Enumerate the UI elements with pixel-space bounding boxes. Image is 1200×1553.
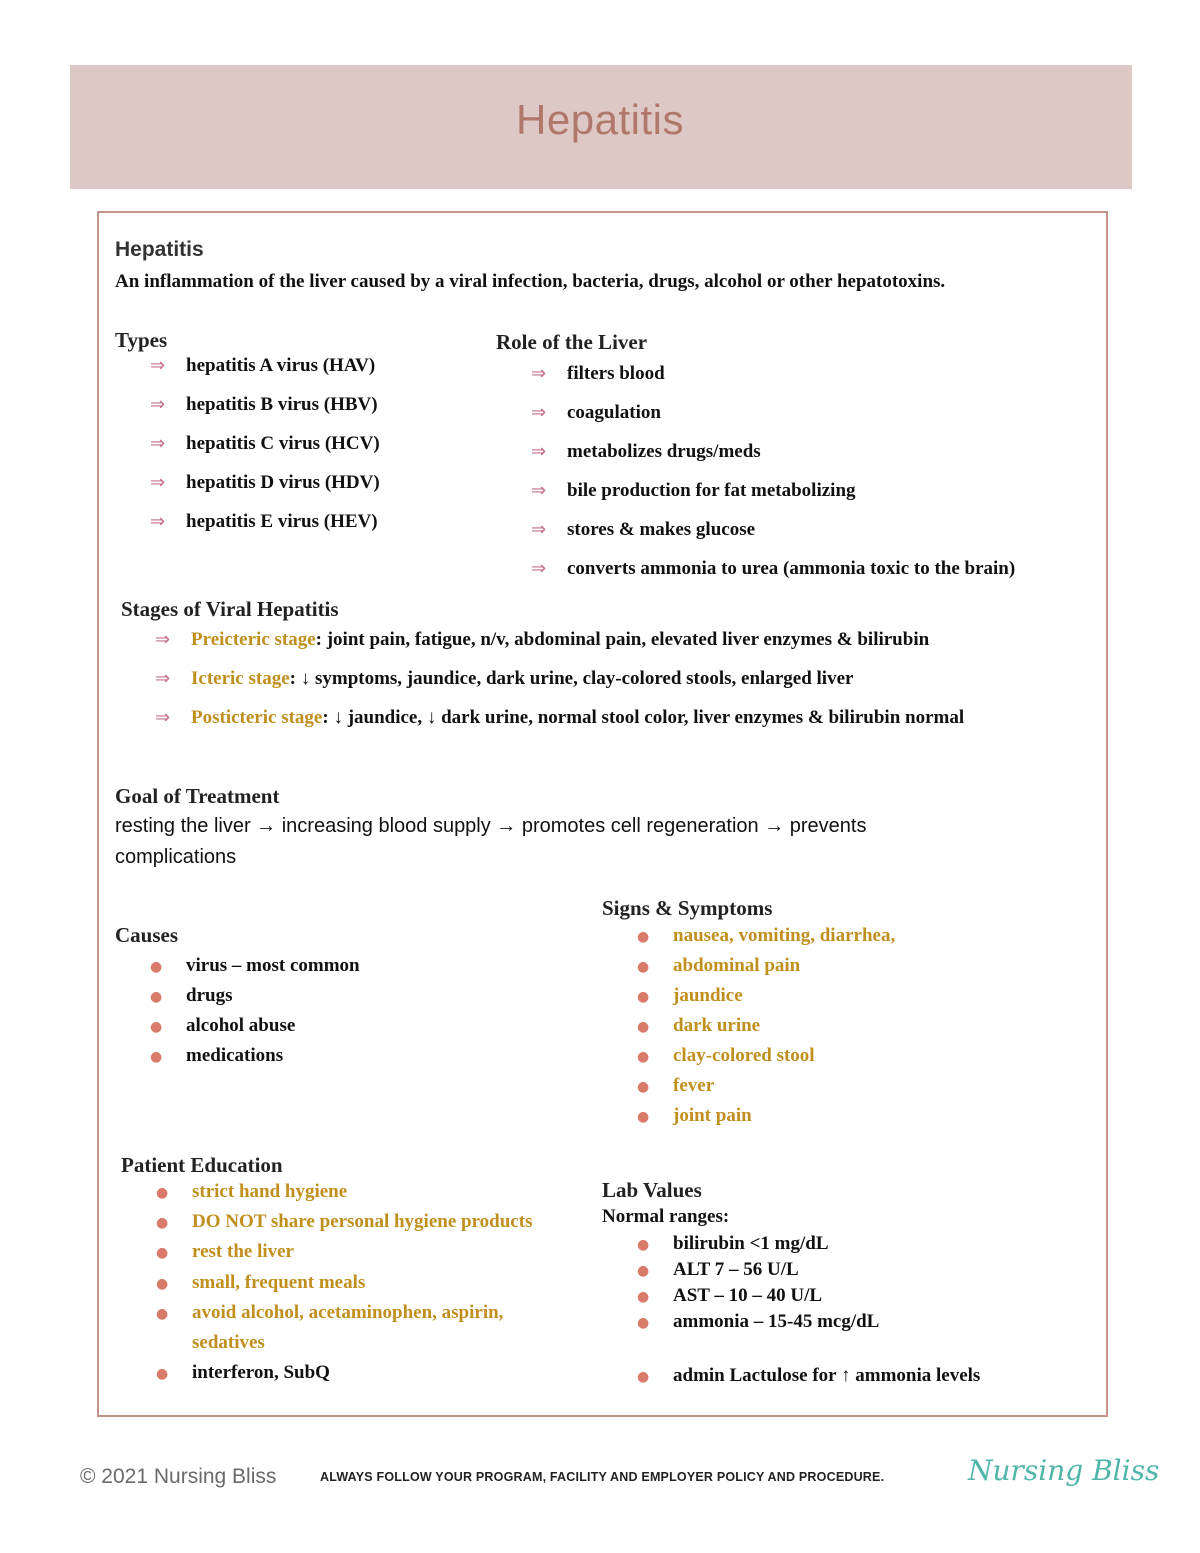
list-item: ● jaundice (637, 985, 743, 1006)
bullet-dot-icon: ● (637, 1315, 650, 1331)
list-item: ⇒ hepatitis C virus (HCV) (150, 433, 380, 454)
bullet-dot-icon: ● (150, 1049, 163, 1065)
types-heading: Types (115, 328, 168, 352)
list-item: ⇒ hepatitis E virus (HEV) (150, 511, 378, 532)
double-right-arrow-icon: ⇒ (531, 441, 547, 462)
list-item: ● ALT 7 – 56 U/L (637, 1259, 799, 1280)
signs-heading: Signs & Symptoms (602, 896, 773, 920)
list-item: ● AST – 10 – 40 U/L (637, 1285, 823, 1306)
double-right-arrow-icon: ⇒ (531, 519, 547, 540)
list-item: ● bilirubin <1 mg/dL (637, 1233, 829, 1254)
bullet-dot-icon: ● (637, 1289, 650, 1305)
bullet-dot-icon: ● (637, 1263, 650, 1279)
bullet-dot-icon: ● (637, 1049, 650, 1065)
bullet-dot-icon: ● (637, 1237, 650, 1253)
list-item: ● abdominal pain (637, 955, 801, 976)
list-item: ⇒ Preicteric stage: joint pain, fatigue, n/v, abdominal pain, elevated liver enzymes & bilirubin (155, 629, 930, 650)
double-right-arrow-icon: ⇒ (531, 363, 547, 384)
list-item: ⇒ bile production for fat metabolizing (531, 480, 856, 501)
list-item: ● clay-colored stool (637, 1045, 815, 1066)
bullet-dot-icon: ● (637, 929, 650, 945)
list-item: ⇒ hepatitis D virus (HDV) (150, 472, 380, 493)
bullet-dot-icon: ● (637, 989, 650, 1005)
causes-heading: Causes (115, 923, 179, 947)
double-right-arrow-icon: ⇒ (150, 472, 166, 493)
labs-subheading: Normal ranges: (602, 1206, 730, 1227)
footer-policy-note: ALWAYS FOLLOW YOUR PROGRAM, FACILITY AND EMPLOYER POLICY AND PROCEDURE. (320, 1470, 885, 1484)
list-item: ⇒ Posticteric stage: ↓ jaundice, ↓ dark urine, normal stool color, liver enzymes & bilirubin normal (155, 707, 965, 728)
intro-heading: Hepatitis (115, 238, 204, 261)
list-item: ⇒ hepatitis A virus (HAV) (150, 355, 376, 376)
double-right-arrow-icon: ⇒ (531, 480, 547, 501)
list-item: ● virus – most common (150, 955, 360, 976)
list-item: ⇒ filters blood (531, 363, 665, 384)
bullet-dot-icon: ● (156, 1185, 169, 1201)
list-item: ⇒ converts ammonia to urea (ammonia toxic to the brain) (531, 558, 1016, 579)
goal-line-2: complications (115, 846, 237, 868)
list-item: ⇒ coagulation (531, 402, 661, 423)
bullet-dot-icon: ● (637, 1109, 650, 1125)
bullet-dot-icon: ● (150, 959, 163, 975)
bullet-dot-icon: ● (150, 1019, 163, 1035)
double-right-arrow-icon: ⇒ (150, 511, 166, 532)
content-box (97, 211, 1108, 1417)
bullet-dot-icon: ● (637, 1079, 650, 1095)
list-item: ● DO NOT share personal hygiene products (156, 1211, 533, 1232)
bullet-dot-icon: ● (150, 989, 163, 1005)
list-item: ⇒ Icteric stage: ↓ symptoms, jaundice, dark urine, clay-colored stools, enlarged liver (155, 668, 854, 689)
list-item: ● fever (637, 1075, 715, 1096)
double-right-arrow-icon: ⇒ (150, 433, 166, 454)
page-title: Hepatitis (516, 96, 684, 143)
footer-copyright: © 2021 Nursing Bliss (80, 1465, 277, 1488)
liver-role-heading: Role of the Liver (496, 330, 648, 354)
double-right-arrow-icon: ⇒ (150, 355, 166, 376)
education-heading: Patient Education (121, 1153, 283, 1177)
list-item: ● drugs (150, 985, 233, 1006)
bullet-dot-icon: ● (156, 1276, 169, 1292)
labs-heading: Lab Values (602, 1178, 702, 1202)
list-item: ● dark urine (637, 1015, 761, 1036)
list-item: ● alcohol abuse (150, 1015, 296, 1036)
list-item: ● joint pain (637, 1105, 752, 1126)
double-right-arrow-icon: ⇒ (531, 558, 547, 579)
list-item: ● admin Lactulose for ↑ ammonia levels (637, 1365, 981, 1386)
bullet-dot-icon: ● (637, 1369, 650, 1385)
intro-definition: An inflammation of the liver caused by a viral infection, bacteria, drugs, alcohol or other hepatotoxins. (115, 271, 946, 292)
bullet-dot-icon: ● (637, 1019, 650, 1035)
list-item: ● small, frequent meals (156, 1272, 366, 1293)
list-item-continuation: sedatives (192, 1332, 265, 1353)
double-right-arrow-icon: ⇒ (155, 668, 171, 689)
list-item: ● strict hand hygiene (156, 1181, 348, 1202)
bullet-dot-icon: ● (156, 1306, 169, 1322)
double-right-arrow-icon: ⇒ (155, 629, 171, 650)
bullet-dot-icon: ● (637, 959, 650, 975)
double-right-arrow-icon: ⇒ (531, 402, 547, 423)
bullet-dot-icon: ● (156, 1245, 169, 1261)
list-item: ● medications (150, 1045, 284, 1066)
list-item: ● ammonia – 15-45 mcg/dL (637, 1311, 880, 1332)
bullet-dot-icon: ● (156, 1366, 169, 1382)
list-item: ● nausea, vomiting, diarrhea, (637, 925, 896, 946)
list-item: ⇒ stores & makes glucose (531, 519, 756, 540)
list-item: ⇒ hepatitis B virus (HBV) (150, 394, 378, 415)
nursing-bliss-logo: Nursing Bliss (968, 1454, 1160, 1487)
goal-line-1: resting the liver → increasing blood supply → promotes cell regeneration → prevents (115, 815, 867, 837)
double-right-arrow-icon: ⇒ (155, 707, 171, 728)
list-item: ⇒ metabolizes drugs/meds (531, 441, 761, 462)
bullet-dot-icon: ● (156, 1215, 169, 1231)
double-right-arrow-icon: ⇒ (150, 394, 166, 415)
list-item: ● avoid alcohol, acetaminophen, aspirin, (156, 1302, 504, 1323)
list-item: ● rest the liver (156, 1241, 294, 1262)
goal-heading: Goal of Treatment (115, 784, 280, 808)
list-item: ● interferon, SubQ (156, 1362, 330, 1383)
stages-heading: Stages of Viral Hepatitis (121, 597, 339, 621)
